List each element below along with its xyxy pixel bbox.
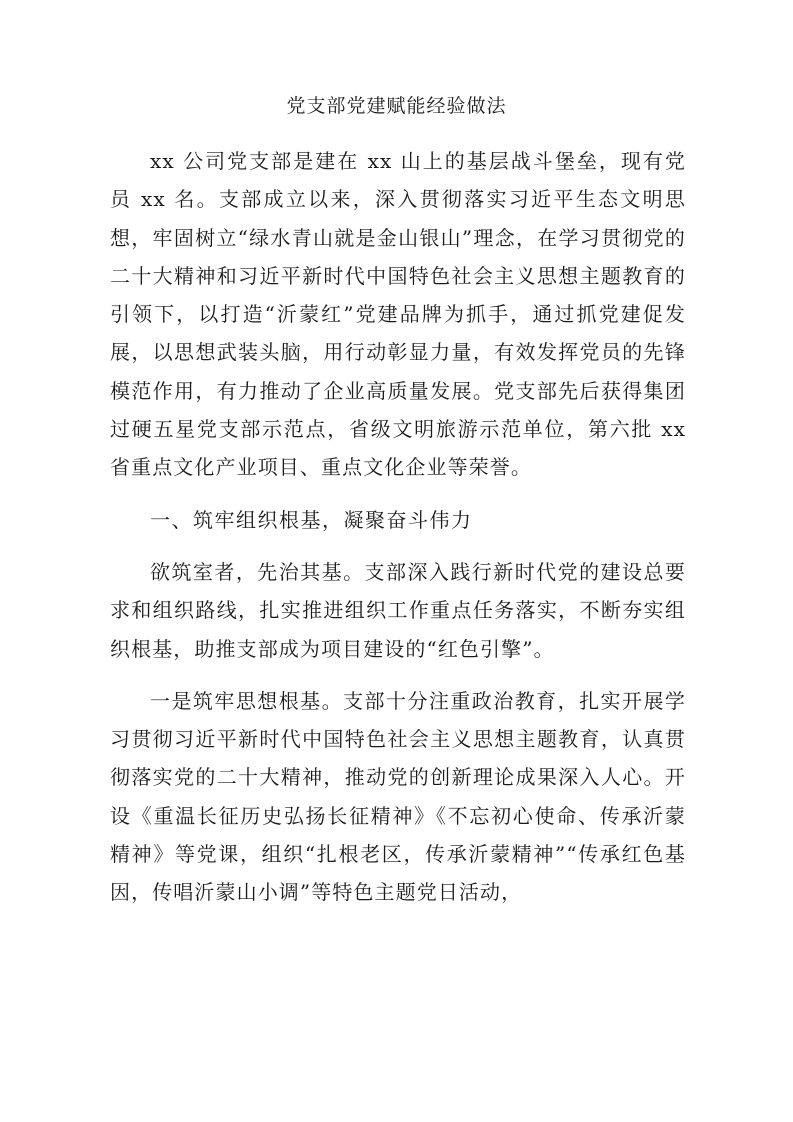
- document-body: [110, 142, 686, 912]
- intro-paragraph: xx 公司党支部是建在 xx 山上的基层战斗堡垒，现有党员 xx 名。支部成立以来，深入贯彻落实习近平生态文明思想，牢固树立“绿水青山就是金山银山”理念，在学习贯彻党的二十大精神和习近平新时代中国特色社会主义思想主题教育的引领下，以打造“沂蒙红”党建品牌为抓手，通过抓党建促发展，以思想武装头脑，用行动彰显力量，有效发挥党员的先锋模范作用，有力推动了企业高质量发展。党支部先后获得集团过硬五星党支部示范点，省级文明旅游示范单位，第六批 xx 省重点文化产业项目、重点文化企业等荣誉。: [110, 149, 686, 480]
- section-intro-paragraph: 欲筑室者，先治其基。支部深入践行新时代党的建设总要求和组织路线，扎实推进组织工作重点任务落实，不断夯实组织根基，助推支部成为项目建设的“红色引擎”。: [110, 559, 686, 661]
- section-heading: 一、筑牢组织根基，凝聚奋斗伟力: [150, 507, 473, 532]
- body-paragraph: 一是筑牢思想根基。支部十分注重政治教育，扎实开展学习贯彻习近平新时代中国特色社会主义思想主题教育，认真贯彻落实党的二十大精神，推动党的创新理论成果深入人心。开设《重温长征历史弘扬长征精神》《不忘初心使命、传承沂蒙精神》等党课，组织“扎根老区，传承沂蒙精神”“传承红色基因，传唱沂蒙山小调”等特色主题党日活动，: [110, 688, 686, 905]
- document-title: 党支部党建赋能经验做法: [286, 95, 507, 117]
